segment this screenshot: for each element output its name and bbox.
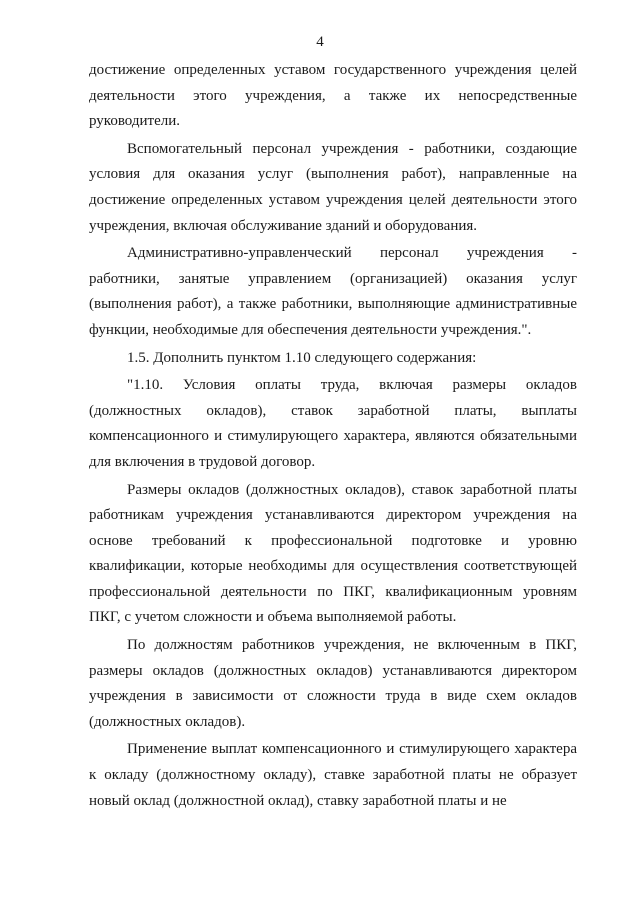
- paragraph-non-pkg-positions: По должностям работников учреждения, не включенным в ПКГ, размеры окладов (должностных окладов) устанавливаются директором учреждения в зависимости от сложности труда в виде схем окладов (должностных окладов).: [89, 637, 577, 730]
- paragraph-continuation: достижение определенных уставом государственного учреждения целей деятельности этого учреждения, а также их непосредственные руководители.: [89, 62, 577, 130]
- paragraph-salary-sizes: Размеры окладов (должностных окладов), ставок заработной платы работникам учреждения устанавливаются директором учреждения на основе требований к профессиональной подготовке и уровню квалификации, которые необходимы для осуществления соответствующей профессиональной деятельности по ПКГ, квалификационным уровням ПКГ, с учетом сложности и объема выполняемой работы.: [89, 481, 577, 626]
- paragraph-amendment-1-5: 1.5. Дополнить пунктом 1.10 следующего содержания:: [127, 349, 477, 366]
- paragraph-compensation-application: Применение выплат компенсационного и стимулирующего характера к окладу (должностному окладу), ставке заработной платы не образует новый оклад (должностной оклад), ставку заработной платы и не: [89, 741, 577, 809]
- paragraph-clause-1-10: "1.10. Условия оплаты труда, включая размеры окладов (должностных окладов), ставок заработной платы, выплаты компенсационного и стимулирующего характера, являются обязательными для включения в трудовой договор.: [89, 377, 577, 470]
- document-body: [89, 58, 577, 814]
- paragraph-auxiliary-staff: Вспомогательный персонал учреждения - работники, создающие условия для оказания услуг (выполнения работ), направленные на достижение определенных уставом учреждения целей деятельности этого учреждения, включая обслуживание зданий и оборудования.: [89, 140, 577, 234]
- page-number: 4: [316, 34, 324, 50]
- paragraph-administrative-staff: Административно-управленческий персонал учреждения - работники, занятые управлением (организацией) оказания услуг (выполнения работ), а также работники, выполняющие административные функции, необходимые для обеспечения деятельности учреждения.".: [89, 245, 577, 338]
